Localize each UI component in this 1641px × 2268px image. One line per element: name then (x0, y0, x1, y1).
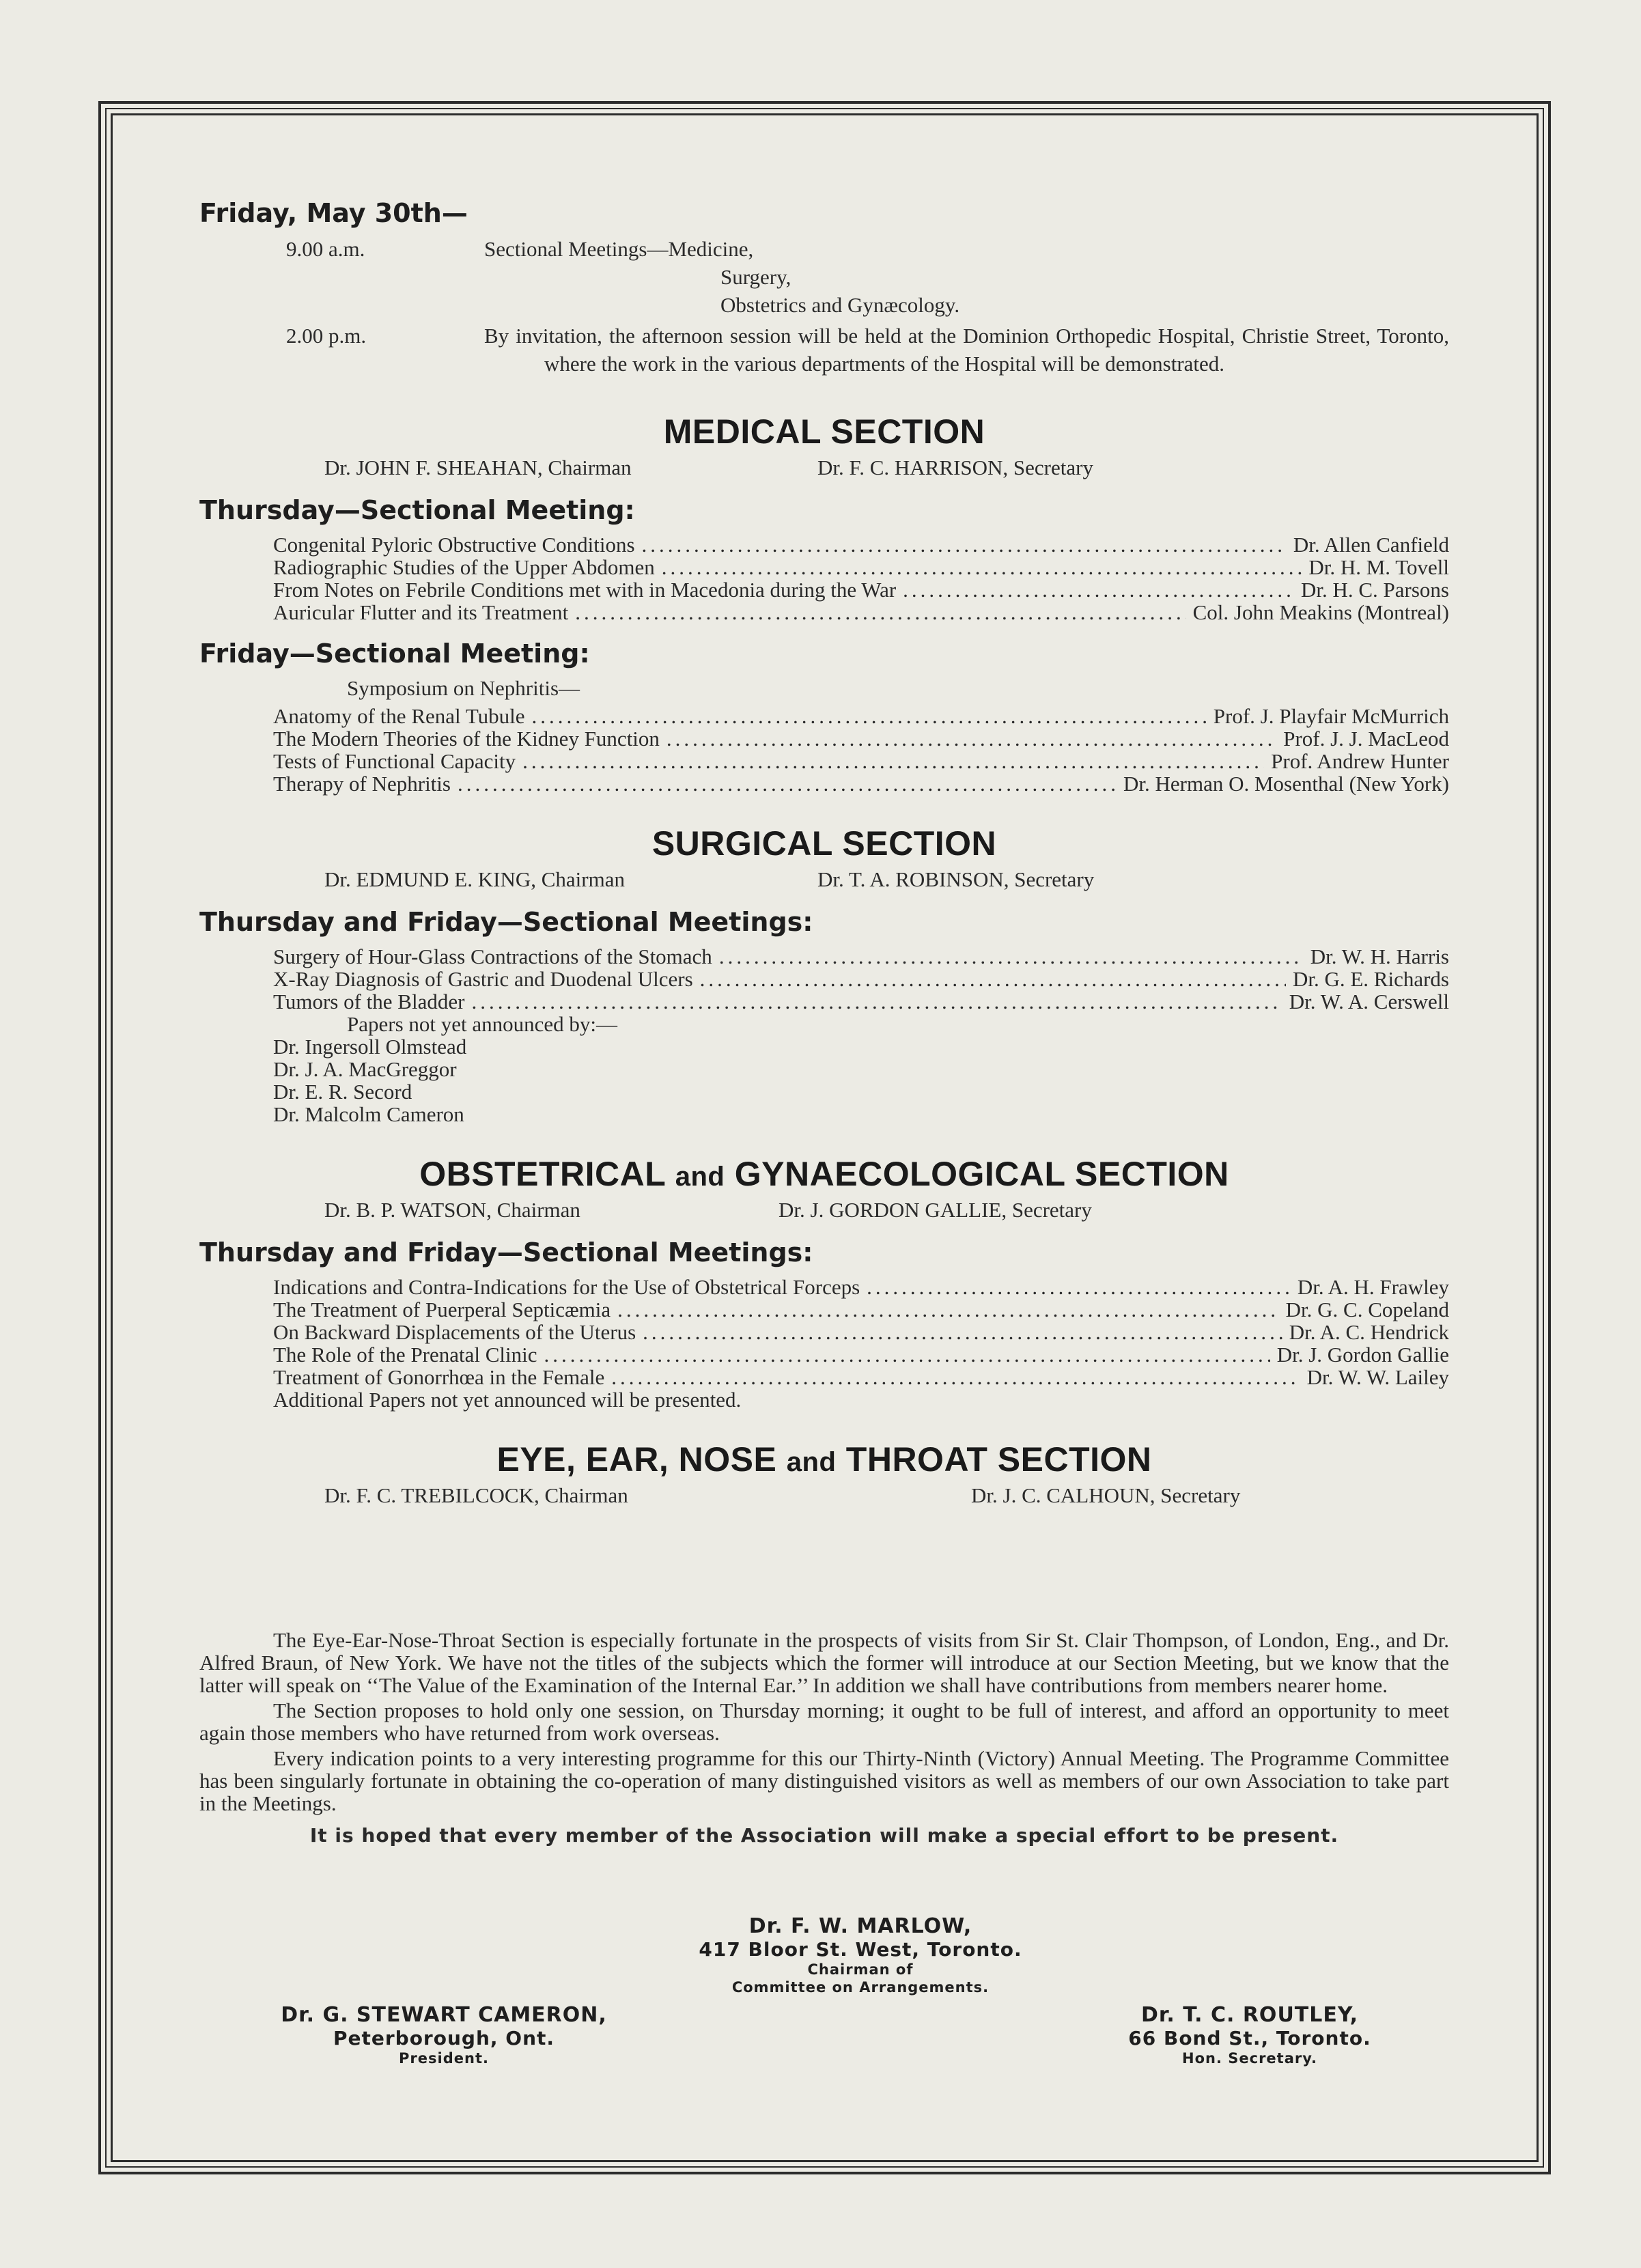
eent-section (199, 1440, 1449, 1508)
paragraph: The Eye-Ear-Nose-Throat Section is especially fortunate in the prospects of visits from Sir St. Clair Thompson, of London, Eng., and Dr. Alfred Braun, of New York. We have not the titles of the subjects which the former will introduce at our Section Meeting, but we know that the latter will speak on ‘‘The Value of the Examination of the Internal Ear.’’ In addition we shall have contributions from members nearer home. (199, 1628, 1449, 1697)
medical-section (199, 412, 1449, 795)
list-item (273, 601, 1449, 624)
schedule-time: 2.00 p.m. (286, 324, 367, 348)
signatory-address: Peterborough, Ont. (333, 2027, 555, 2049)
speaker: Dr. G. E. Richards (1292, 967, 1449, 991)
paper-title: The Role of the Prenatal Clinic (273, 1343, 537, 1367)
signatory-role: Hon. Secretary. (1182, 2050, 1317, 2067)
paper-title: Congenital Pyloric Obstructive Conditions (273, 533, 635, 557)
speaker: Prof. J. Playfair McMurrich (1213, 704, 1449, 728)
friday-schedule (199, 198, 1449, 378)
schedule-row-afternoon (199, 322, 1449, 378)
speaker: Dr. Herman O. Mosenthal (New York) (1123, 772, 1449, 796)
section-officers (199, 867, 1449, 892)
list-item (273, 772, 1449, 795)
signatory-role: President. (399, 2050, 489, 2067)
speaker: Dr. Allen Canfield (1293, 533, 1449, 557)
list-item (273, 750, 1449, 772)
paper-list (199, 945, 1449, 1125)
meeting-heading: Thursday and Friday—Sectional Meetings: (199, 907, 813, 937)
section-officers (199, 1198, 1449, 1222)
paper-title: From Notes on Febrile Conditions met with in Macedonia during the War (273, 578, 897, 602)
obstetrical-section (199, 1154, 1449, 1411)
paper-title: Indications and Contra-Indications for the Use of Obstetrical Forceps (273, 1275, 860, 1299)
paper-title: X-Ray Diagnosis of Gastric and Duodenal Ulcers (273, 967, 693, 991)
schedule-line: Surgery, (720, 265, 791, 289)
speaker: Dr. W. A. Cerswell (1289, 990, 1449, 1013)
paper-title: Anatomy of the Renal Tubule (273, 704, 525, 728)
symposium-label: Symposium on Nephritis— (347, 676, 580, 700)
chairman: Dr. B. P. WATSON, Chairman (324, 1198, 580, 1222)
eent-paragraphs (199, 1629, 1449, 1847)
list-item (273, 1321, 1449, 1343)
speaker: Dr. G. C. Copeland (1285, 1298, 1449, 1321)
meeting-heading: Thursday and Friday—Sectional Meetings: (199, 1237, 813, 1268)
secretary: Dr. J. C. CALHOUN, Secretary (971, 1483, 1241, 1507)
speaker: Dr. W. W. Lailey (1306, 1365, 1449, 1389)
paper-title: Auricular Flutter and its Treatment (273, 600, 569, 624)
list-item (273, 990, 1449, 1013)
signatory-role: Committee on Arrangements. (731, 1979, 990, 1996)
speaker: Prof. Andrew Hunter (1271, 749, 1449, 773)
paper-title: Radiographic Studies of the Upper Abdomen (273, 555, 655, 579)
speaker: Dr. H. C. Parsons (1300, 578, 1449, 602)
paper-list (199, 1276, 1449, 1411)
section-title: EYE, EAR, NOSE and THROAT SECTION (496, 1440, 1152, 1479)
meeting-heading: Thursday—Sectional Meeting: (199, 495, 635, 525)
signature-right (1045, 2003, 1455, 2067)
paper-title: Therapy of Nephritis (273, 772, 451, 796)
list-item (273, 578, 1449, 601)
signatory-name: Dr. F. W. MARLOW, (748, 1914, 972, 1938)
unannounced-label: Papers not yet announced by:— (347, 1012, 618, 1036)
schedule-row-morning (199, 235, 1449, 319)
signatory-name: Dr. G. STEWART CAMERON, (281, 2003, 607, 2027)
schedule-body: By invitation, the afternoon session will be held at the Dominion Orthopedic Hospital, Christie Street, Toronto, where the work in the various departments of the Hospital will be demonstrated. (484, 324, 1449, 376)
paper-title: The Modern Theories of the Kidney Function (273, 727, 660, 751)
paper-list (199, 677, 1449, 795)
meeting-heading: Friday—Sectional Meeting: (199, 639, 590, 669)
signatory-name: Dr. T. C. ROUTLEY, (1140, 2003, 1359, 2027)
speaker: Dr. W. H. Harris (1310, 944, 1449, 968)
speaker: Prof. J. J. MacLeod (1283, 727, 1449, 751)
section-officers (199, 456, 1449, 480)
secretary: Dr. T. A. ROBINSON, Secretary (817, 867, 1095, 891)
paper-title: Tumors of the Bladder (273, 990, 465, 1013)
speaker: Col. John Meakins (Montreal) (1192, 600, 1449, 624)
section-title: MEDICAL SECTION (663, 412, 985, 451)
section-officers (199, 1483, 1449, 1508)
schedule-line: Obstetrics and Gynæcology. (720, 293, 960, 317)
secretary: Dr. J. GORDON GALLIE, Secretary (779, 1198, 1092, 1222)
paper-title: Surgery of Hour-Glass Contractions of the Stomach (273, 944, 712, 968)
paper-title: Treatment of Gonorrhœa in the Female (273, 1365, 605, 1389)
schedule-body (484, 235, 1449, 319)
paper-title: Tests of Functional Capacity (273, 749, 516, 773)
speaker: Dr. A. C. Hendrick (1289, 1320, 1449, 1344)
list-item (273, 727, 1449, 750)
signature-left (205, 2003, 683, 2067)
paragraph: The Section proposes to hold only one session, on Thursday morning; it ought to be full of interest, and afford an opportunity to meet again those members who have returned from work overseas. (199, 1698, 1449, 1745)
chairman: Dr. EDMUND E. KING, Chairman (324, 867, 625, 891)
signature-center (587, 1914, 1134, 1996)
list-item: Dr. J. A. MacGreggor (273, 1057, 457, 1081)
paper-title: On Backward Displacements of the Uterus (273, 1320, 636, 1344)
programme-page (199, 198, 1449, 1508)
schedule-line: Sectional Meetings—Medicine, (484, 237, 754, 261)
list-item (273, 556, 1449, 578)
section-title: SURGICAL SECTION (651, 824, 997, 863)
speaker: Dr. H. M. Tovell (1308, 555, 1449, 579)
signatory-address: 417 Bloor St. West, Toronto. (699, 1938, 1022, 1961)
speaker: Dr. A. H. Frawley (1297, 1275, 1449, 1299)
chairman: Dr. JOHN F. SHEAHAN, Chairman (324, 456, 632, 479)
paper-list (199, 533, 1449, 624)
list-item (273, 945, 1449, 968)
list-item (273, 1298, 1449, 1321)
list-item (273, 705, 1449, 727)
section-title: OBSTETRICAL and GYNAECOLOGICAL SECTION (419, 1155, 1229, 1193)
list-item (273, 1276, 1449, 1298)
list-item (273, 968, 1449, 990)
list-item (273, 1366, 1449, 1388)
speaker: Dr. J. Gordon Gallie (1276, 1343, 1449, 1367)
surgical-section (199, 824, 1449, 1125)
paper-title: The Treatment of Puerperal Septicæmia (273, 1298, 611, 1321)
chairman: Dr. F. C. TREBILCOCK, Chairman (324, 1483, 628, 1507)
paragraph: Every indication points to a very interesting programme for this our Thirty-Ninth (Victory) Annual Meeting. The Programme Committee has been singularly fortunate in obtaining the co-operation of many distinguished visitors as well as members of our own Association to take part in the Meetings. (199, 1746, 1449, 1815)
list-item (273, 1343, 1449, 1366)
additional-note: Additional Papers not yet announced will be presented. (273, 1388, 742, 1412)
signatory-role: Chairman of (807, 1961, 914, 1978)
secretary: Dr. F. C. HARRISON, Secretary (817, 456, 1093, 479)
schedule-time: 9.00 a.m. (286, 237, 365, 261)
list-item (273, 533, 1449, 556)
signatory-address: 66 Bond St., Toronto. (1128, 2027, 1371, 2049)
list-item: Dr. Malcolm Cameron (273, 1102, 464, 1126)
list-item: Dr. Ingersoll Olmstead (273, 1035, 467, 1059)
friday-heading: Friday, May 30th— (199, 198, 468, 228)
list-item: Dr. E. R. Secord (273, 1080, 412, 1104)
closing-note: It is hoped that every member of the Association will make a special effort to be present. (309, 1824, 1339, 1847)
